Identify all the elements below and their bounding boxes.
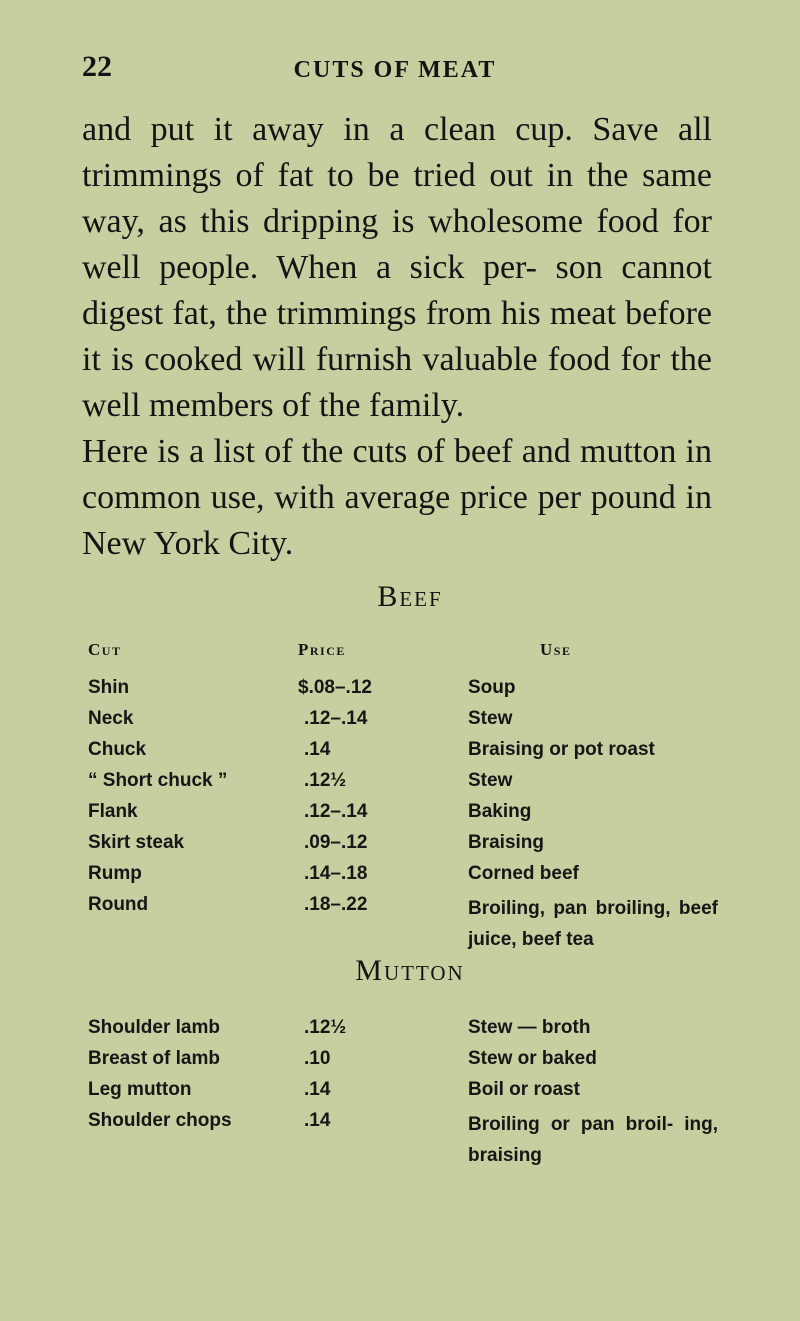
cut-name: Skirt steak bbox=[88, 832, 185, 853]
table-row bbox=[0, 1109, 800, 1166]
cut-name: Neck bbox=[88, 708, 134, 729]
use: Stew — broth bbox=[468, 1017, 591, 1038]
page-number: 22 bbox=[82, 50, 112, 83]
cut-name: Breast of lamb bbox=[88, 1048, 220, 1069]
table-row bbox=[0, 862, 800, 892]
price: .12½ bbox=[304, 770, 347, 791]
price: .12–.14 bbox=[304, 801, 368, 822]
paragraph: Here is a list of the cuts of beef and mutton in common use, with average price per pound in New York City. bbox=[82, 433, 712, 562]
price: .18–.22 bbox=[304, 894, 368, 915]
use: Stew bbox=[468, 708, 513, 729]
price: .14 bbox=[304, 1079, 331, 1100]
price: .12–.14 bbox=[304, 708, 368, 729]
paragraph: and put it away in a clean cup. Save all trimmings of fat to be tried out in the same way, as this dripping is wholesome food for well people. When a sick per- son cannot digest fat, the trimmings from his meat before it is cooked will furnish valuable food for the well members of the family. bbox=[82, 111, 712, 424]
use: Broiling, pan broiling, beef juice, beef tea bbox=[468, 898, 718, 950]
column-header-use: Use bbox=[540, 640, 572, 659]
table-row bbox=[0, 1016, 800, 1046]
use: Braising or pot roast bbox=[468, 739, 655, 760]
price: .09–.12 bbox=[304, 832, 368, 853]
use: Corned beef bbox=[468, 863, 579, 884]
column-header-cut: Cut bbox=[88, 640, 122, 659]
table-row bbox=[0, 831, 800, 861]
page-header bbox=[82, 50, 708, 90]
price: .10 bbox=[304, 1048, 331, 1069]
cut-name: “ Short chuck ” bbox=[88, 770, 228, 791]
use: Soup bbox=[468, 677, 516, 698]
section-title-beef: Beef bbox=[377, 580, 443, 613]
cut-name: Round bbox=[88, 894, 149, 915]
cut-name: Shoulder lamb bbox=[88, 1017, 220, 1038]
use: Braising bbox=[468, 832, 545, 853]
price: .14 bbox=[304, 1110, 331, 1131]
table-row bbox=[0, 707, 800, 737]
body-text bbox=[82, 107, 712, 567]
table-row bbox=[0, 769, 800, 799]
use: Broiling or pan broil- ing, braising bbox=[468, 1114, 718, 1166]
table-row bbox=[0, 1047, 800, 1077]
table-row bbox=[0, 676, 800, 706]
cut-name: Shoulder chops bbox=[88, 1110, 232, 1131]
use: Stew bbox=[468, 770, 513, 791]
running-title: CUTS OF MEAT bbox=[293, 57, 497, 83]
section-title-mutton: Mutton bbox=[355, 954, 465, 987]
cut-name: Chuck bbox=[88, 739, 147, 760]
use: Baking bbox=[468, 801, 532, 822]
cut-name: Shin bbox=[88, 677, 130, 698]
use: Stew or baked bbox=[468, 1048, 597, 1069]
cut-name: Rump bbox=[88, 863, 142, 884]
price: .12½ bbox=[304, 1017, 347, 1038]
use: Boil or roast bbox=[468, 1079, 580, 1100]
price: .14 bbox=[304, 739, 331, 760]
cut-name: Flank bbox=[88, 801, 138, 822]
cut-name: Leg mutton bbox=[88, 1079, 192, 1100]
column-header-price: Price bbox=[298, 640, 346, 659]
price: $.08–.12 bbox=[298, 677, 372, 698]
table-row bbox=[0, 738, 800, 768]
table-row bbox=[0, 1078, 800, 1108]
price: .14–.18 bbox=[304, 863, 368, 884]
table-row bbox=[0, 893, 800, 950]
table-row bbox=[0, 800, 800, 830]
